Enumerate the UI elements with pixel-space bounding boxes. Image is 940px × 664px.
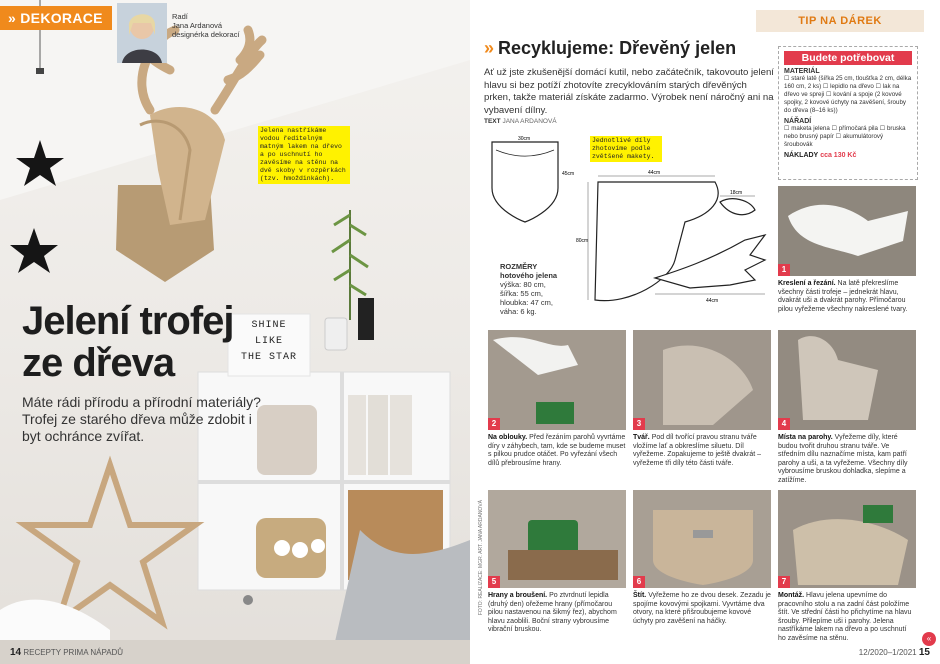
folio-left xyxy=(10,647,123,658)
step-number: 3 xyxy=(633,418,645,430)
svg-text:18cm: 18cm xyxy=(730,190,743,196)
sticky-note-template: Jednotlivé díly zhotovíme podle zvětšené makety. xyxy=(590,136,662,162)
svg-text:44cm: 44cm xyxy=(648,170,661,176)
step-number: 1 xyxy=(778,264,790,276)
headline: Jelení trofej ze dřeva xyxy=(22,299,234,385)
page-number: 14 xyxy=(10,647,22,658)
right-page xyxy=(470,0,940,664)
intro-paragraph: Ať už jste zkušenější domácí kutil, nebo začátečník, takovouto jelení hlavu si bez potíží zhotovíte zrecyklováním starých dřevěných prken, takže materiál získáte zadarmo. Výrobek není náročný ani na vybavení dílny. xyxy=(484,67,774,116)
magazine-name: RECEPTY PRIMA NÁPADŮ xyxy=(23,648,124,657)
materials-heading: MATERIÁL xyxy=(784,68,820,75)
sticky-note-lacquer: Jelena nastříkáme vodou ředitelným matným lakem na dřevo a po uschnutí ho zavěsíme na stěnu na dvě skoby v rozpěrkách (tzv. hmoždinkách). xyxy=(258,126,350,184)
step-photo-1 xyxy=(778,186,916,276)
ear-template xyxy=(720,199,755,215)
photo-credits: FOTO: REALIZACE: MGR. ART. JANA ARDANOVÁ xyxy=(478,500,484,616)
folio-right xyxy=(859,647,930,658)
author-role: Radí xyxy=(172,12,188,21)
materials-sidebar xyxy=(778,46,918,180)
issue-date: 12/2020–1/2021 xyxy=(858,648,917,657)
tools-list: ☐ maketa jelena ☐ přímočará pila ☐ bruska nebo brusný papír ☐ akumulátorový šroubovák xyxy=(784,125,906,148)
svg-text:30cm: 30cm xyxy=(518,136,531,142)
wooden-star xyxy=(25,465,195,622)
lead-paragraph: Máte rádi přírodu a přírodní materiály? Trofej ze starého dřeva může zdobit i byt ochránce zvířat. xyxy=(22,394,261,444)
sidebar-heading: Budete potřebovat xyxy=(784,51,912,65)
step-caption-3: Tvář. Pod díl tvořící pravou stranu tváře vložíme lať a obkreslíme siluetu. Díl vyřežeme. Zopakujeme to ještě dvakrát – vyřežeme tři díly této části tváře. xyxy=(633,434,762,467)
step-photo-5 xyxy=(488,490,626,588)
section-badge: » DEKORACE xyxy=(0,6,112,30)
title-chevron-icon: » xyxy=(484,38,495,58)
dimensions-box: ROZMĚRY hotového jelena výška: 80 cm, šířka: 55 cm, hloubka: 47 cm, váha: 6 kg. xyxy=(500,262,558,316)
tools-heading: NÁŘADÍ xyxy=(784,118,812,125)
step-caption-6: Štít. Vyřežeme ho ze dvou desek. Zezadu je spojíme kovovými spojkami. Vyvrtáme dva otvory, na které přišroubujeme kovové úchyty pro zavěšení na háčky. xyxy=(633,592,771,625)
step-caption-1: Kreslení a řezání. Na latě překreslíme všechny části trofeje – jednekrát hlavu, dvakrát uši a dvakrát parohy. Přímočarou pilou vyřežeme všechny nakreslené tvary. xyxy=(778,280,908,313)
step-photo-4 xyxy=(778,330,916,430)
step-number: 7 xyxy=(778,576,790,588)
step-photo-3 xyxy=(633,330,771,430)
article-title: » Recyklujeme: Dřevěný jelen xyxy=(484,38,737,58)
star-ornament xyxy=(10,228,58,273)
step-caption-7: Montáž. Hlavu jelena upevníme do pracovního stolu a na zadní část položíme štít. Ve střední části ho přichytíme na hlavu šrouby. Přilepíme uši i parohy. Jelena nastříkáme lakem na dřevo a po uschnutí ho zavěsíme na stěnu. xyxy=(778,592,912,642)
step-caption-4: Místa na parohy. Vyřežeme díly, které budou tvořit druhou stranu tváře. Ve středním dílu naznačíme místa, kam patří parohy a uši, a ta vyřežeme. Všechny díly vybrousíme bruskou dohladka, slepíme a zatížíme. xyxy=(778,434,908,484)
step-photo-7 xyxy=(778,490,916,588)
author-info xyxy=(172,12,240,39)
author-portrait xyxy=(117,3,167,63)
author-photo xyxy=(117,3,167,63)
next-article-icon[interactable]: « xyxy=(922,632,936,646)
svg-text:45cm: 45cm xyxy=(562,171,575,177)
step-caption-5: Hrany a broušení. Po ztvrdnutí lepidla (druhý den) ořežeme hrany (přímočarou pilou nastavenou na šikmý řez), abychom hlavu zaoblili. Boční strany vybrousíme vibrační bruskou. xyxy=(488,592,617,634)
author-name: Jana Ardanová xyxy=(172,21,223,30)
author-title: designérka dekorací xyxy=(172,30,240,39)
step-number: 6 xyxy=(633,576,645,588)
byline: TEXT JANA ARDANOVÁ xyxy=(484,118,557,125)
step-number: 4 xyxy=(778,418,790,430)
svg-text:44cm: 44cm xyxy=(706,298,719,304)
materials-list: ☐ staré latě (šířka 25 cm, tloušťka 2 cm, délka 160 cm, 2 ks) ☐ lepidlo na dřevo ☐ lak na dřevo ve spreji ☐ kování a spoje (2 kovové spojky, 2 kovové úchyty na zavěšení, šrouby do dřeva (8–16 ks)) xyxy=(784,75,912,114)
svg-text:80cm: 80cm xyxy=(576,238,589,244)
cost: NÁKLADY cca 130 Kč xyxy=(784,152,857,159)
page-number: 15 xyxy=(918,647,930,658)
step-number: 2 xyxy=(488,418,500,430)
step-photo-6 xyxy=(633,490,771,588)
shield-template xyxy=(492,142,558,222)
tip-badge: TIP NA DÁREK xyxy=(756,10,924,32)
step-photo-2 xyxy=(488,330,626,430)
step-caption-2: Na oblouky. Před řezáním parohů vyvrtáme díry v záhybech, tam, kde se budeme muset s pilkou prudce otáčet. Po vyřezání všech dílů přebrousíme hrany. xyxy=(488,434,626,467)
step-number: 5 xyxy=(488,576,500,588)
lightbox-text: SHINE LIKE THE STAR xyxy=(240,320,297,363)
